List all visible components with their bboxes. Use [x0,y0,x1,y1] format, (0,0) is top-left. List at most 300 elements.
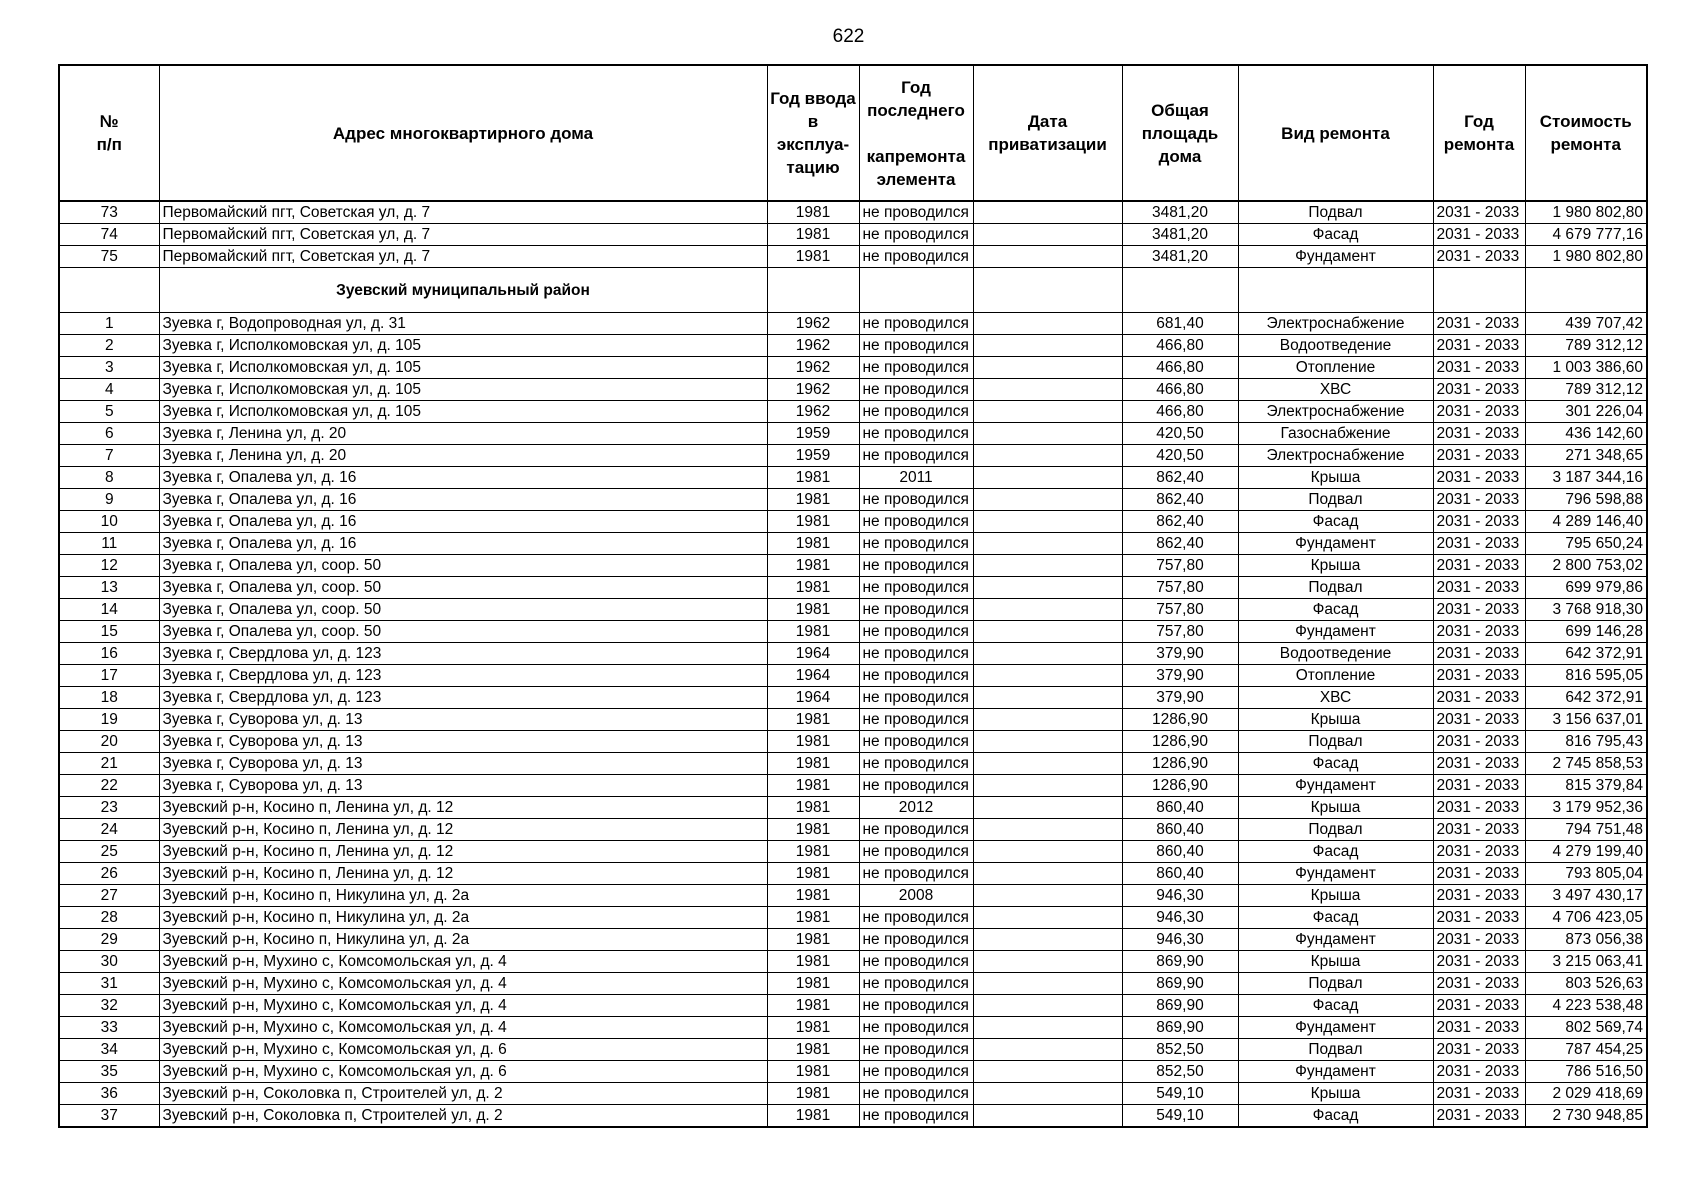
year-built-cell: 1964 [767,665,859,687]
table-row [59,511,1647,533]
area-cell: 860,40 [1122,863,1238,885]
repair-period-cell: 2031 - 2033 [1433,599,1525,621]
repair-type-cell: Подвал [1238,973,1433,995]
area-cell: 757,80 [1122,621,1238,643]
last-repair-cell: не проводился [859,577,973,599]
table-row [59,885,1647,907]
privatization-cell [973,357,1122,379]
table-row [59,201,1647,224]
address-cell: Зуевский р-н, Косино п, Никулина ул, д. 2а [159,907,767,929]
row-number-cell: 5 [59,401,159,423]
cost-cell: 3 497 430,17 [1525,885,1647,907]
last-repair-cell: не проводился [859,555,973,577]
repair-type-cell: Отопление [1238,665,1433,687]
address-cell: Зуевка г, Опалева ул, д. 16 [159,511,767,533]
address-cell: Зуевский р-н, Косино п, Никулина ул, д. 2а [159,885,767,907]
last-repair-cell: не проводился [859,819,973,841]
cost-cell: 786 516,50 [1525,1061,1647,1083]
table-row [59,577,1647,599]
table-row [59,797,1647,819]
area-cell: 549,10 [1122,1105,1238,1128]
area-cell: 466,80 [1122,357,1238,379]
header-number-line1: № [99,112,119,131]
repair-period-cell: 2031 - 2033 [1433,819,1525,841]
cost-cell: 642 372,91 [1525,687,1647,709]
address-cell: Зуевка г, Опалева ул, соор. 50 [159,577,767,599]
repair-period-cell: 2031 - 2033 [1433,841,1525,863]
privatization-cell [973,775,1122,797]
row-number-cell: 29 [59,929,159,951]
table-row [59,533,1647,555]
address-cell: Первомайский пгт, Советская ул, д. 7 [159,201,767,224]
last-repair-cell: не проводился [859,731,973,753]
last-repair-cell: не проводился [859,863,973,885]
last-repair-cell: не проводился [859,401,973,423]
repair-type-cell: Фундамент [1238,1017,1433,1039]
repair-period-cell: 2031 - 2033 [1433,885,1525,907]
repair-type-cell: Фасад [1238,753,1433,775]
year-built-cell: 1959 [767,445,859,467]
table-body-after [59,313,1647,1128]
repair-type-cell: Фасад [1238,224,1433,246]
cost-cell: 795 650,24 [1525,533,1647,555]
year-built-cell: 1981 [767,973,859,995]
table-row [59,863,1647,885]
repair-type-cell: Подвал [1238,1039,1433,1061]
header-last-repair-line2: капремонта элемента [866,146,966,189]
last-repair-cell: не проводился [859,687,973,709]
section-body [59,268,1647,313]
repair-period-cell: 2031 - 2033 [1433,753,1525,775]
privatization-cell [973,907,1122,929]
row-number-cell: 30 [59,951,159,973]
address-cell: Зуевка г, Суворова ул, д. 13 [159,731,767,753]
section-empty-cell [1433,268,1525,313]
address-cell: Зуевка г, Исполкомовская ул, д. 105 [159,335,767,357]
last-repair-cell: не проводился [859,709,973,731]
header-cost: Стоимость ремонта [1525,65,1647,201]
table-row [59,731,1647,753]
repair-period-cell: 2031 - 2033 [1433,224,1525,246]
cost-cell: 789 312,12 [1525,335,1647,357]
row-number-cell: 27 [59,885,159,907]
cost-cell: 1 003 386,60 [1525,357,1647,379]
area-cell: 862,40 [1122,467,1238,489]
repair-type-cell: Крыша [1238,951,1433,973]
last-repair-cell: не проводился [859,775,973,797]
privatization-cell [973,577,1122,599]
cost-cell: 436 142,60 [1525,423,1647,445]
address-cell: Первомайский пгт, Советская ул, д. 7 [159,246,767,268]
section-title: Зуевский муниципальный район [159,268,767,313]
repair-period-cell: 2031 - 2033 [1433,731,1525,753]
repair-period-cell: 2031 - 2033 [1433,687,1525,709]
section-empty-cell [1238,268,1433,313]
row-number-cell: 3 [59,357,159,379]
address-cell: Зуевский р-н, Мухино с, Комсомольская ул, д. 4 [159,951,767,973]
year-built-cell: 1981 [767,885,859,907]
table-row [59,775,1647,797]
privatization-cell [973,797,1122,819]
row-number-cell: 10 [59,511,159,533]
repair-type-cell: Фундамент [1238,533,1433,555]
row-number-cell: 16 [59,643,159,665]
table-row [59,973,1647,995]
table-row [59,1061,1647,1083]
repair-period-cell: 2031 - 2033 [1433,1105,1525,1128]
row-number-cell: 23 [59,797,159,819]
last-repair-cell: не проводился [859,599,973,621]
row-number-cell: 73 [59,201,159,224]
header-number-line2: п/п [96,135,122,154]
year-built-cell: 1981 [767,709,859,731]
repair-period-cell: 2031 - 2033 [1433,511,1525,533]
row-number-cell: 13 [59,577,159,599]
section-empty-cell [59,268,159,313]
year-built-cell: 1981 [767,907,859,929]
row-number-cell: 18 [59,687,159,709]
area-cell: 466,80 [1122,335,1238,357]
repair-period-cell: 2031 - 2033 [1433,577,1525,599]
address-cell: Зуевка г, Свердлова ул, д. 123 [159,665,767,687]
row-number-cell: 19 [59,709,159,731]
repair-period-cell: 2031 - 2033 [1433,665,1525,687]
cost-cell: 301 226,04 [1525,401,1647,423]
row-number-cell: 28 [59,907,159,929]
cost-cell: 1 980 802,80 [1525,246,1647,268]
address-cell: Зуевский р-н, Соколовка п, Строителей ул, д. 2 [159,1083,767,1105]
address-cell: Зуевка г, Ленина ул, д. 20 [159,423,767,445]
row-number-cell: 15 [59,621,159,643]
repair-period-cell: 2031 - 2033 [1433,863,1525,885]
privatization-cell [973,401,1122,423]
area-cell: 869,90 [1122,973,1238,995]
cost-cell: 3 187 344,16 [1525,467,1647,489]
year-built-cell: 1962 [767,335,859,357]
cost-cell: 794 751,48 [1525,819,1647,841]
area-cell: 420,50 [1122,423,1238,445]
last-repair-cell: не проводился [859,1039,973,1061]
year-built-cell: 1981 [767,775,859,797]
privatization-cell [973,1061,1122,1083]
cost-cell: 3 768 918,30 [1525,599,1647,621]
address-cell: Первомайский пгт, Советская ул, д. 7 [159,224,767,246]
page-number: 622 [832,26,865,47]
cost-cell: 699 979,86 [1525,577,1647,599]
row-number-cell: 9 [59,489,159,511]
header-repair-type: Вид ремонта [1238,65,1433,201]
privatization-cell [973,885,1122,907]
address-cell: Зуевка г, Опалева ул, д. 16 [159,467,767,489]
table-row [59,335,1647,357]
repair-period-cell: 2031 - 2033 [1433,973,1525,995]
repair-period-cell: 2031 - 2033 [1433,995,1525,1017]
last-repair-cell: не проводился [859,489,973,511]
table-row [59,907,1647,929]
year-built-cell: 1981 [767,1017,859,1039]
privatization-cell [973,709,1122,731]
privatization-cell [973,489,1122,511]
year-built-cell: 1981 [767,489,859,511]
table-row [59,379,1647,401]
table-row [59,599,1647,621]
header-area: Общая площадь дома [1122,65,1238,201]
row-number-cell: 37 [59,1105,159,1128]
year-built-cell: 1962 [767,401,859,423]
area-cell: 379,90 [1122,665,1238,687]
address-cell: Зуевский р-н, Косино п, Ленина ул, д. 12 [159,863,767,885]
last-repair-cell: не проводился [859,335,973,357]
repair-type-cell: Фундамент [1238,863,1433,885]
privatization-cell [973,1039,1122,1061]
repair-period-cell: 2031 - 2033 [1433,489,1525,511]
privatization-cell [973,1105,1122,1128]
row-number-cell: 36 [59,1083,159,1105]
year-built-cell: 1981 [767,224,859,246]
header-privatization: Дата приватизации [973,65,1122,201]
row-number-cell: 32 [59,995,159,1017]
cost-cell: 2 029 418,69 [1525,1083,1647,1105]
last-repair-cell: не проводился [859,445,973,467]
last-repair-cell: не проводился [859,246,973,268]
table-row [59,313,1647,335]
year-built-cell: 1981 [767,951,859,973]
area-cell: 946,30 [1122,885,1238,907]
repair-type-cell: Электроснабжение [1238,445,1433,467]
area-cell: 379,90 [1122,643,1238,665]
repair-type-cell: Крыша [1238,885,1433,907]
row-number-cell: 7 [59,445,159,467]
address-cell: Зуевка г, Опалева ул, д. 16 [159,533,767,555]
cost-cell: 816 595,05 [1525,665,1647,687]
row-number-cell: 4 [59,379,159,401]
table-row [59,819,1647,841]
year-built-cell: 1981 [767,1039,859,1061]
row-number-cell: 74 [59,224,159,246]
year-built-cell: 1981 [767,577,859,599]
privatization-cell [973,445,1122,467]
area-cell: 379,90 [1122,687,1238,709]
table-row [59,224,1647,246]
row-number-cell: 22 [59,775,159,797]
privatization-cell [973,533,1122,555]
cost-cell: 789 312,12 [1525,379,1647,401]
row-number-cell: 25 [59,841,159,863]
table-header-row [59,65,1647,201]
section-empty-cell [859,268,973,313]
repair-type-cell: Фундамент [1238,929,1433,951]
table-row [59,929,1647,951]
repair-type-cell: Крыша [1238,797,1433,819]
repair-period-cell: 2031 - 2033 [1433,1061,1525,1083]
cost-cell: 3 179 952,36 [1525,797,1647,819]
table-row [59,753,1647,775]
cost-cell: 803 526,63 [1525,973,1647,995]
last-repair-cell: не проводился [859,201,973,224]
year-built-cell: 1981 [767,467,859,489]
repair-period-cell: 2031 - 2033 [1433,335,1525,357]
privatization-cell [973,753,1122,775]
row-number-cell: 20 [59,731,159,753]
table-row [59,709,1647,731]
table-row [59,246,1647,268]
address-cell: Зуевка г, Свердлова ул, д. 123 [159,643,767,665]
area-cell: 466,80 [1122,379,1238,401]
cost-cell: 4 289 146,40 [1525,511,1647,533]
repair-period-cell: 2031 - 2033 [1433,379,1525,401]
cost-cell: 2 745 858,53 [1525,753,1647,775]
area-cell: 3481,20 [1122,246,1238,268]
repair-type-cell: Подвал [1238,201,1433,224]
address-cell: Зуевский р-н, Косино п, Ленина ул, д. 12 [159,819,767,841]
table-row [59,555,1647,577]
repair-period-cell: 2031 - 2033 [1433,1017,1525,1039]
privatization-cell [973,555,1122,577]
table-row [59,995,1647,1017]
address-cell: Зуевка г, Исполкомовская ул, д. 105 [159,357,767,379]
area-cell: 681,40 [1122,313,1238,335]
repair-period-cell: 2031 - 2033 [1433,621,1525,643]
repair-type-cell: Подвал [1238,489,1433,511]
table-row [59,1039,1647,1061]
repair-type-cell: Крыша [1238,709,1433,731]
last-repair-cell: не проводился [859,951,973,973]
area-cell: 757,80 [1122,599,1238,621]
table-body-before [59,201,1647,268]
area-cell: 862,40 [1122,489,1238,511]
last-repair-cell: не проводился [859,423,973,445]
header-number [59,65,159,201]
table-row [59,401,1647,423]
section-empty-cell [1122,268,1238,313]
cost-cell: 815 379,84 [1525,775,1647,797]
header-last-repair [859,65,973,201]
privatization-cell [973,863,1122,885]
year-built-cell: 1964 [767,687,859,709]
address-cell: Зуевка г, Опалева ул, соор. 50 [159,555,767,577]
year-built-cell: 1962 [767,379,859,401]
privatization-cell [973,1083,1122,1105]
area-cell: 1286,90 [1122,709,1238,731]
last-repair-cell: не проводился [859,1017,973,1039]
last-repair-cell: не проводился [859,224,973,246]
row-number-cell: 17 [59,665,159,687]
privatization-cell [973,841,1122,863]
table-row [59,1105,1647,1128]
area-cell: 1286,90 [1122,731,1238,753]
cost-cell: 787 454,25 [1525,1039,1647,1061]
last-repair-cell: не проводился [859,643,973,665]
cost-cell: 2 730 948,85 [1525,1105,1647,1128]
table-row [59,445,1647,467]
last-repair-cell: 2008 [859,885,973,907]
address-cell: Зуевка г, Исполкомовская ул, д. 105 [159,379,767,401]
last-repair-cell: не проводился [859,973,973,995]
year-built-cell: 1981 [767,1061,859,1083]
repair-period-cell: 2031 - 2033 [1433,423,1525,445]
year-built-cell: 1964 [767,643,859,665]
cost-cell: 873 056,38 [1525,929,1647,951]
year-built-cell: 1962 [767,313,859,335]
address-cell: Зуевка г, Опалева ул, соор. 50 [159,621,767,643]
repair-table [58,64,1648,1128]
year-built-cell: 1981 [767,731,859,753]
year-built-cell: 1981 [767,599,859,621]
area-cell: 420,50 [1122,445,1238,467]
section-row [59,268,1647,313]
repair-period-cell: 2031 - 2033 [1433,445,1525,467]
repair-type-cell: Подвал [1238,577,1433,599]
last-repair-cell: не проводился [859,665,973,687]
area-cell: 757,80 [1122,577,1238,599]
year-built-cell: 1981 [767,246,859,268]
last-repair-cell: не проводился [859,841,973,863]
privatization-cell [973,929,1122,951]
area-cell: 946,30 [1122,929,1238,951]
repair-type-cell: Электроснабжение [1238,401,1433,423]
year-built-cell: 1981 [767,929,859,951]
repair-period-cell: 2031 - 2033 [1433,951,1525,973]
year-built-cell: 1981 [767,995,859,1017]
address-cell: Зуевский р-н, Мухино с, Комсомольская ул, д. 4 [159,1017,767,1039]
repair-type-cell: Фундамент [1238,246,1433,268]
repair-type-cell: ХВС [1238,687,1433,709]
address-cell: Зуевский р-н, Косино п, Ленина ул, д. 12 [159,797,767,819]
area-cell: 3481,20 [1122,201,1238,224]
row-number-cell: 26 [59,863,159,885]
cost-cell: 4 279 199,40 [1525,841,1647,863]
privatization-cell [973,246,1122,268]
table-row [59,951,1647,973]
table-row [59,489,1647,511]
repair-type-cell: Фасад [1238,995,1433,1017]
area-cell: 757,80 [1122,555,1238,577]
table-row [59,841,1647,863]
cost-cell: 4 223 538,48 [1525,995,1647,1017]
privatization-cell [973,599,1122,621]
year-built-cell: 1981 [767,753,859,775]
header-address: Адрес многоквартирного дома [159,65,767,201]
cost-cell: 699 146,28 [1525,621,1647,643]
privatization-cell [973,379,1122,401]
row-number-cell: 75 [59,246,159,268]
repair-type-cell: Водоотведение [1238,335,1433,357]
table-row [59,643,1647,665]
address-cell: Зуевка г, Суворова ул, д. 13 [159,775,767,797]
row-number-cell: 11 [59,533,159,555]
cost-cell: 4 679 777,16 [1525,224,1647,246]
row-number-cell: 14 [59,599,159,621]
repair-type-cell: Крыша [1238,555,1433,577]
repair-period-cell: 2031 - 2033 [1433,1039,1525,1061]
privatization-cell [973,819,1122,841]
year-built-cell: 1981 [767,797,859,819]
privatization-cell [973,511,1122,533]
row-number-cell: 24 [59,819,159,841]
last-repair-cell: не проводился [859,511,973,533]
area-cell: 869,90 [1122,995,1238,1017]
year-built-cell: 1962 [767,357,859,379]
cost-cell: 439 707,42 [1525,313,1647,335]
repair-type-cell: Газоснабжение [1238,423,1433,445]
repair-type-cell: Крыша [1238,467,1433,489]
repair-type-cell: Фасад [1238,599,1433,621]
row-number-cell: 1 [59,313,159,335]
repair-period-cell: 2031 - 2033 [1433,401,1525,423]
privatization-cell [973,224,1122,246]
area-cell: 852,50 [1122,1039,1238,1061]
repair-period-cell: 2031 - 2033 [1433,709,1525,731]
